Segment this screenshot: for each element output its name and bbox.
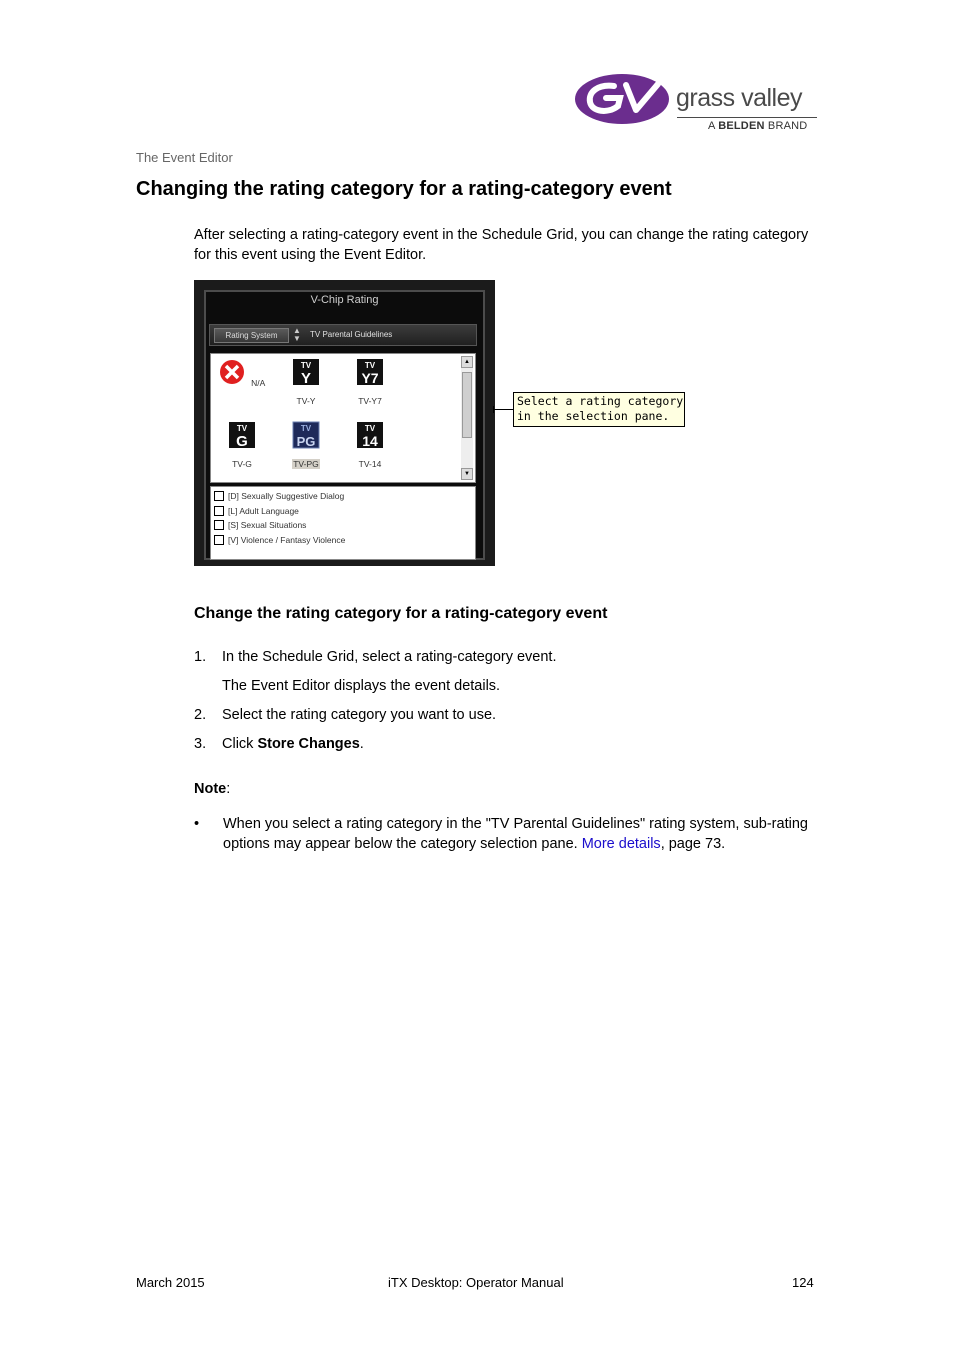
more-details-link[interactable]: More details (581, 836, 661, 852)
category-label: TV-14 (358, 459, 382, 469)
scroll-thumb[interactable] (462, 372, 472, 438)
scroll-down-icon[interactable]: ▼ (461, 468, 473, 480)
bullet-icon: • (194, 816, 200, 832)
note-bullet-text (223, 814, 823, 854)
callout-line-1: Select a rating category (517, 394, 684, 408)
sub-rating-option[interactable] (211, 518, 475, 533)
svg-text:Y: Y (300, 370, 312, 386)
checkbox[interactable] (214, 491, 224, 501)
rating-category-tv-pg[interactable] (281, 421, 331, 472)
sub-rating-pane (210, 486, 476, 560)
intro-paragraph: After selecting a rating-category event in the Schedule Grid, you can change the rating category for this event using the Event Editor. (194, 227, 809, 263)
brand-prefix: A (708, 120, 715, 132)
tv-pg-icon (292, 421, 320, 449)
rating-category-pane (210, 353, 476, 483)
note-text: When you select a rating category in the "TV Parental Guidelines" rating system, sub-rating options may appear below the category selection pane. (223, 816, 808, 852)
step-number: 3. (194, 736, 207, 752)
category-label: TV-Y (296, 396, 316, 406)
svg-text:TV: TV (364, 424, 376, 433)
tv-y-icon (292, 358, 320, 386)
checkbox[interactable] (214, 520, 224, 530)
footer-page-number: 124 (792, 1275, 814, 1290)
sub-rating-option[interactable] (211, 504, 475, 519)
step-text-prefix: Click (222, 736, 258, 752)
svg-text:PG: PG (296, 434, 316, 449)
grass-valley-logo (574, 72, 824, 134)
step-text: In the Schedule Grid, select a rating-category event. (222, 649, 557, 665)
vchip-title: V-Chip Rating (310, 294, 379, 306)
category-label: TV-PG (293, 459, 319, 469)
step-number: 1. (194, 649, 207, 665)
grass-valley-logo-icon (574, 72, 674, 128)
running-head: The Event Editor (136, 150, 233, 165)
rating-category-tv-y7[interactable] (345, 358, 395, 409)
step-text (222, 734, 364, 754)
sub-rating-label: [D] Sexually Suggestive Dialog (228, 491, 345, 502)
sub-rating-label: [V] Violence / Fantasy Violence (228, 534, 346, 545)
step-text-suffix: . (359, 736, 364, 752)
tv-g-icon (228, 421, 256, 449)
logo-wordmark: grass valley (676, 84, 802, 112)
svg-text:G: G (236, 433, 248, 449)
category-scrollbar[interactable] (461, 356, 473, 480)
svg-text:TV: TV (300, 361, 312, 370)
rating-system-bar (209, 324, 477, 346)
store-changes-label: Store Changes (257, 736, 360, 752)
procedure-heading: Change the rating category for a rating-category event (194, 605, 608, 622)
svg-text:TV: TV (300, 424, 312, 433)
rating-category-tv-14[interactable] (345, 421, 395, 472)
rating-category-tv-g[interactable] (217, 421, 267, 472)
rating-system-value: TV Parental Guidelines (310, 330, 393, 339)
note-label (194, 781, 230, 797)
svg-text:TV: TV (236, 424, 248, 433)
checkbox[interactable] (214, 506, 224, 516)
svg-text:Y7: Y7 (361, 370, 379, 386)
sub-rating-option[interactable] (211, 533, 475, 548)
sub-rating-label: [L] Adult Language (228, 505, 299, 516)
step-number: 2. (194, 707, 207, 723)
rating-system-button[interactable]: Rating System (214, 328, 289, 343)
callout-line-2: in the selection pane. (517, 409, 670, 423)
category-label: N/A (251, 378, 266, 388)
tv-14-icon (356, 421, 384, 449)
sub-rating-label: [S] Sexual Situations (228, 520, 307, 531)
scroll-up-icon[interactable]: ▲ (461, 356, 473, 368)
rating-system-spinner-icon[interactable]: ▲ ▼ (293, 326, 301, 343)
footer-title: iTX Desktop: Operator Manual (388, 1275, 564, 1290)
vchip-rating-screenshot (194, 280, 495, 566)
tv-y7-icon (356, 358, 384, 386)
note-colon: : (226, 781, 231, 797)
callout-box (513, 392, 685, 427)
brand-suffix: BRAND (767, 120, 808, 132)
step-text: Select the rating category you want to use. (222, 707, 497, 723)
step-result-text: The Event Editor displays the event details. (222, 678, 501, 694)
svg-text:TV: TV (364, 361, 376, 370)
category-label: TV-Y7 (358, 396, 382, 406)
na-icon (218, 358, 246, 386)
page-title: Changing the rating category for a rating-category event (136, 178, 672, 200)
rating-category-tv-y[interactable] (281, 358, 331, 409)
note-page-ref: , page 73. (660, 836, 726, 852)
rating-category-na[interactable] (217, 358, 267, 391)
callout-leader-line (494, 409, 514, 410)
logo-brand-line (708, 120, 807, 132)
brand-name: BELDEN (718, 120, 765, 132)
category-label: TV-G (232, 459, 252, 469)
svg-text:14: 14 (362, 433, 378, 449)
footer-date: March 2015 (136, 1275, 205, 1290)
note-label-text: Note (194, 781, 227, 797)
checkbox[interactable] (214, 535, 224, 545)
sub-rating-option[interactable] (211, 489, 475, 504)
logo-underline (677, 117, 817, 118)
